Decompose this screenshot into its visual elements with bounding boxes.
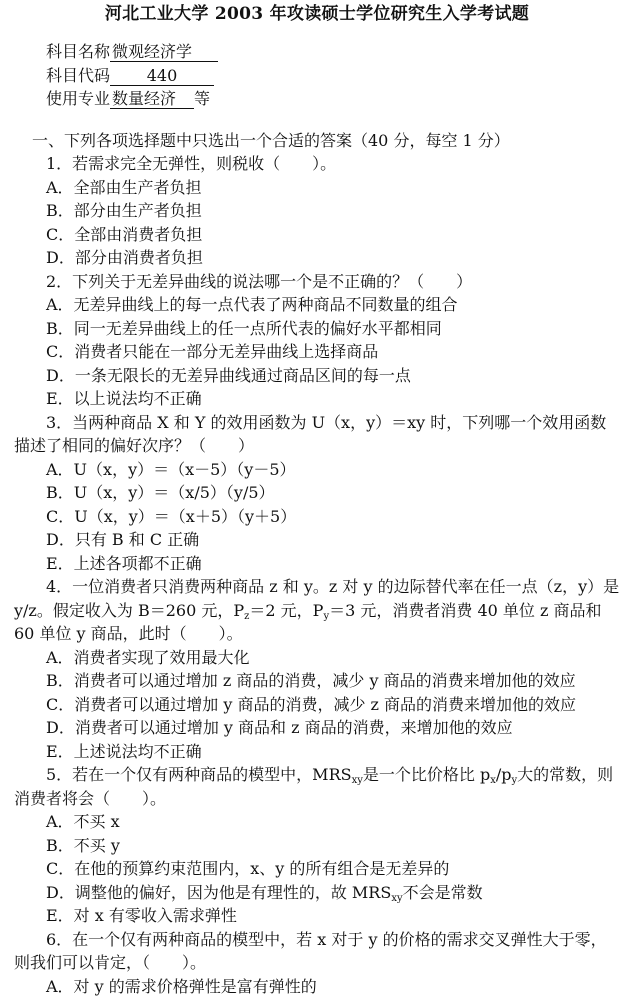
subject-name-label: 科目名称 [46,42,110,61]
exam-title: 河北工业大学 2003 年攻读硕士学位研究生入学考试题 [14,2,620,26]
question-4-option-b: B．消费者可以通过增加 z 商品的消费，减少 y 商品的消费来增加他的效应 [14,669,620,693]
question-5-option-b: B．不买 y [14,834,620,858]
question-5-stem-d: 大的常数，则消费者将会（ ）。 [14,765,613,808]
question-5-option-e: E．对 x 有零收入需求弹性 [14,904,620,928]
question-4-stem-a: 4．一位消费者只消费两种商品 z 和 y。z 对 y 的边际替代率在任一点（z，y）是 y/z。假定收入为 B＝260 元，P [14,577,619,620]
question-1-option-c: C．全部由消费者负担 [14,223,620,247]
major-suffix: 等 [194,89,210,108]
question-4-sub-y: y [323,611,329,622]
exam-info [14,40,620,111]
question-2-option-a: A．无差异曲线上的每一点代表了两种商品不同数量的组合 [14,293,620,317]
question-5-stem-a: 5．若在一个仅有两种商品的模型中，MRS [46,765,352,784]
question-3-option-b: B．U（x，y）＝（x/5）（y/5） [14,481,620,505]
question-1-option-d: D．部分由消费者负担 [14,246,620,270]
question-4-option-d: D．消费者可以通过增加 y 商品和 z 商品的消费，来增加他的效应 [14,716,620,740]
major-label: 使用专业 [46,89,110,108]
question-2-option-b: B．同一无差异曲线上的任一点所代表的偏好水平都相同 [14,317,620,341]
question-5-option-d-sub-xy: xy [391,893,402,904]
question-2-option-e: E．以上说法均不正确 [14,387,620,411]
major-value: 数量经济 [110,89,194,109]
question-5-option-c: C．在他的预算约束范围内，x、y 的所有组合是无差异的 [14,857,620,881]
question-5-option-a: A．不买 x [14,810,620,834]
question-5-stem-c: /p [496,765,512,784]
question-5-sub-x: x [490,775,496,786]
question-5-option-d [14,881,620,905]
question-5-sub-xy: xy [352,775,363,786]
subject-name-row [46,40,620,64]
question-5-option-d-text-a: D．调整他的偏好，因为他是有理性的，故 MRS [46,883,391,902]
question-5-sub-y: y [512,775,518,786]
question-4 [14,575,620,646]
question-3-option-c: C．U（x，y）＝（x＋5）（y＋5） [14,505,620,529]
question-4-stem-b: ＝2 元，P [249,601,323,620]
question-2: 2．下列关于无差异曲线的说法哪一个是不正确的？（ ） [14,270,620,294]
subject-code-row [46,64,620,88]
question-5 [14,763,620,810]
question-4-sub-z: z [244,611,249,622]
question-3-option-a: A．U（x，y）＝（x－5）（y－5） [14,458,620,482]
question-6: 6．在一个仅有两种商品的模型中，若 x 对于 y 的价格的需求交叉弹性大于零，则我们可以肯定，（ ）。 [14,928,620,975]
question-1: 1．若需求完全无弹性，则税收（ ）。 [14,152,620,176]
subject-code-label: 科目代码 [46,66,110,85]
question-2-option-c: C．消费者只能在一部分无差异曲线上选择商品 [14,340,620,364]
question-4-option-e: E．上述说法均不正确 [14,740,620,764]
question-6-option-a: A．对 y 的需求价格弹性是富有弹性的 [14,975,620,998]
subject-code-value: 440 [110,66,214,86]
question-4-option-a: A．消费者实现了效用最大化 [14,646,620,670]
question-4-option-c: C．消费者可以通过增加 y 商品的消费，减少 z 商品的消费来增加他的效应 [14,693,620,717]
question-4-stem-c: ＝3 元，消费者消费 40 单位 z 商品和 60 单位 y 商品，此时（ ）。 [14,601,602,644]
question-5-stem-b: 是一个比价格比 p [363,765,490,784]
question-2-option-d: D．一条无限长的无差异曲线通过商品区间的每一点 [14,364,620,388]
major-row [46,87,620,111]
question-1-option-b: B．部分由生产者负担 [14,199,620,223]
question-5-option-d-text-b: 不会是常数 [403,883,483,902]
subject-name-value: 微观经济学 [110,42,218,62]
question-3: 3．当两种商品 X 和 Y 的效用函数为 U（x，y）＝xy 时，下列哪一个效用函数描述了相同的偏好次序？（ ） [14,411,620,458]
question-1-option-a: A．全部由生产者负担 [14,176,620,200]
question-3-option-e: E．上述各项都不正确 [14,552,620,576]
section-1-heading: 一、下列各项选择题中只选出一个合适的答案（40 分，每空 1 分） [14,129,620,153]
question-3-option-d: D．只有 B 和 C 正确 [14,528,620,552]
